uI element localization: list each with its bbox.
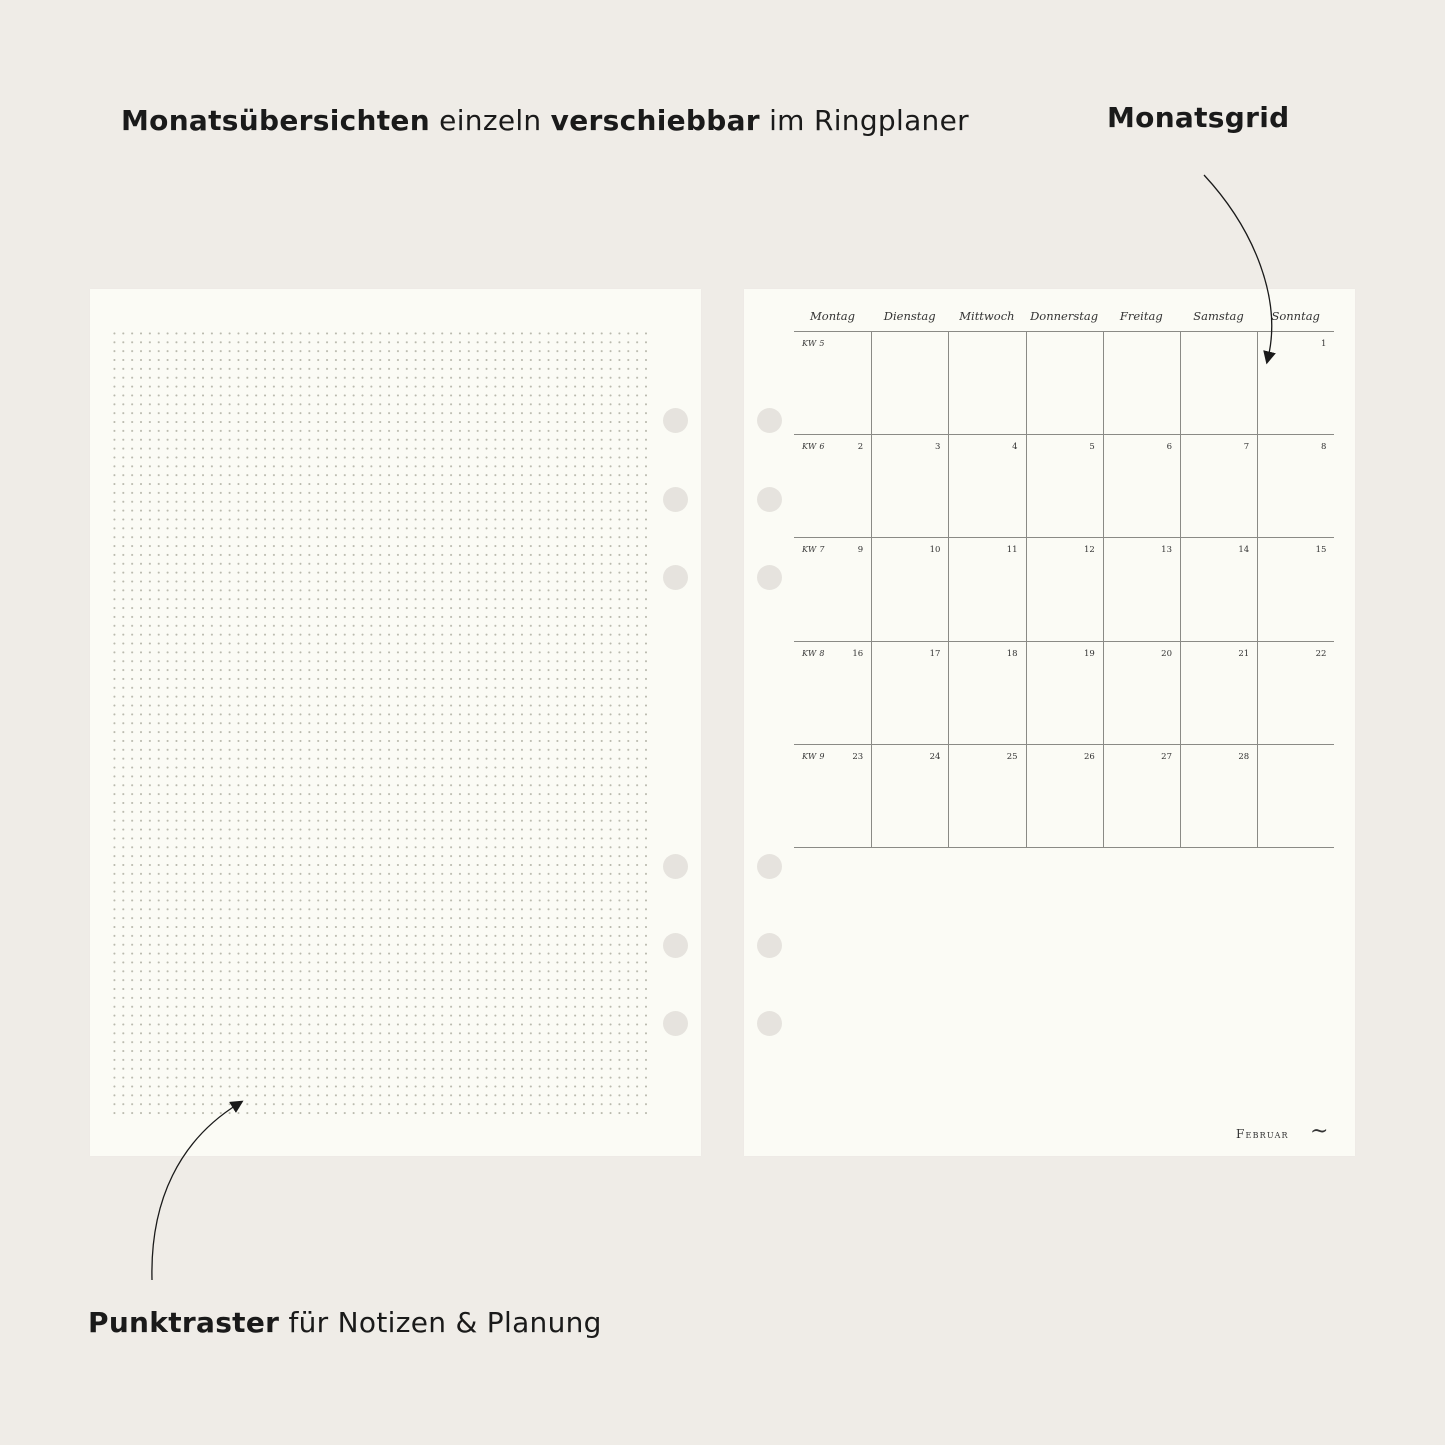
week-number: KW 9 bbox=[802, 751, 825, 761]
date-number: 11 bbox=[1006, 545, 1018, 556]
weekday-mittwoch: Mittwoch bbox=[959, 309, 1015, 323]
headline-text-2: im Ringplaner bbox=[759, 104, 969, 137]
week-number: KW 7 bbox=[802, 545, 825, 555]
date-number: 25 bbox=[1006, 751, 1018, 762]
weekday-freitag: Freitag bbox=[1119, 309, 1163, 323]
headline-bold-2: verschiebbar bbox=[550, 104, 760, 137]
date-number: 28 bbox=[1238, 751, 1250, 762]
punktraster-text: für Notizen & Planung bbox=[279, 1306, 602, 1339]
date-number: 17 bbox=[929, 648, 941, 659]
arrow-to-grid bbox=[1204, 175, 1272, 358]
punktraster-bold: Punktraster bbox=[88, 1306, 280, 1339]
date-number: 21 bbox=[1238, 648, 1250, 659]
date-number: 3 bbox=[934, 442, 941, 453]
week-number: KW 8 bbox=[802, 648, 825, 658]
date-number: 24 bbox=[929, 751, 941, 762]
weekday-dienstag: Dienstag bbox=[883, 309, 936, 323]
headline-text-1: einzeln bbox=[429, 104, 551, 137]
date-number: 1 bbox=[1320, 339, 1327, 349]
weekday-samstag: Samstag bbox=[1193, 309, 1244, 323]
date-number: 9 bbox=[857, 545, 864, 556]
week-number: KW 6 bbox=[802, 442, 825, 452]
weekday-montag: Montag bbox=[810, 309, 855, 323]
date-number: 10 bbox=[929, 545, 941, 556]
date-number: 26 bbox=[1083, 751, 1095, 762]
date-number: 2 bbox=[857, 442, 864, 453]
date-number: 14 bbox=[1238, 545, 1250, 556]
weekday-sonntag: Sonntag bbox=[1271, 309, 1320, 323]
month-label: Februar bbox=[1236, 1127, 1289, 1141]
date-number: 23 bbox=[852, 751, 864, 762]
date-number: 8 bbox=[1320, 442, 1327, 453]
date-number: 16 bbox=[852, 648, 864, 659]
date-number: 7 bbox=[1243, 442, 1250, 453]
date-number: 27 bbox=[1161, 751, 1172, 762]
date-number: 18 bbox=[1006, 648, 1018, 659]
arrow-to-dots bbox=[152, 1104, 238, 1280]
weekday-donnerstag: Donnerstag bbox=[1030, 309, 1099, 323]
date-number: 6 bbox=[1166, 442, 1172, 453]
date-number: 19 bbox=[1083, 648, 1095, 659]
week-number: KW 5 bbox=[802, 339, 825, 348]
date-number: 15 bbox=[1315, 545, 1327, 556]
headline-bold-1: Monatsübersichten bbox=[121, 104, 430, 137]
monatsgrid-caption: Monatsgrid bbox=[1107, 101, 1290, 134]
date-number: 4 bbox=[1012, 442, 1018, 453]
date-number: 12 bbox=[1083, 545, 1095, 556]
tilde-ornament: ~ bbox=[1310, 1119, 1329, 1144]
date-number: 22 bbox=[1315, 648, 1327, 659]
date-number: 13 bbox=[1161, 545, 1172, 556]
date-number: 20 bbox=[1161, 648, 1172, 659]
date-number: 5 bbox=[1089, 442, 1095, 453]
